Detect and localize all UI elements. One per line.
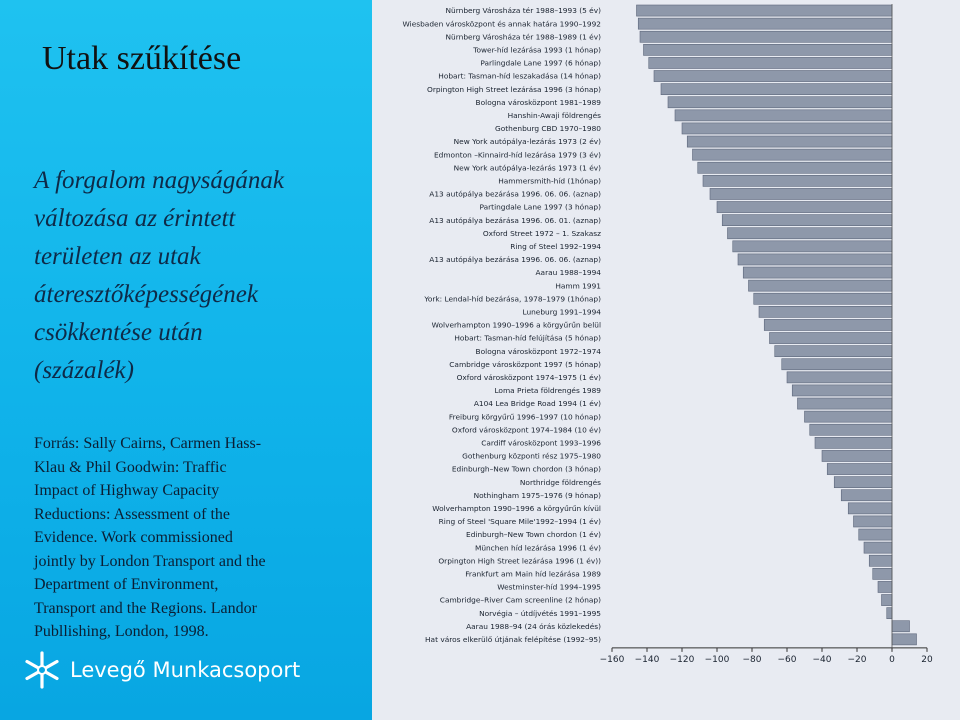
bar — [682, 123, 892, 134]
source-line: Department of Environment, — [34, 576, 219, 593]
category-label: Cambridge városközpont 1997 (5 hónap) — [449, 359, 601, 369]
category-label: Luneburg 1991–1994 — [522, 307, 601, 317]
category-label: Northridge földrengés — [519, 477, 601, 487]
category-label: München híd lezárása 1996 (1 év) — [474, 543, 601, 553]
category-label: Ring of Steel 'Square Mile'1992–1994 (1 év) — [438, 517, 601, 527]
bar-chart — [372, 0, 960, 720]
category-label: Hamm 1991 — [555, 281, 601, 291]
slide-title: Utak szűkítése — [42, 40, 242, 77]
source-line: Evidence. Work commissioned — [34, 529, 233, 546]
category-label: Gothenburg CBD 1970–1980 — [495, 124, 601, 134]
category-label: York: Lendal-híd bezárása, 1978–1979 (1hónap) — [424, 294, 601, 304]
bar — [841, 490, 892, 501]
category-label: Partingdale Lane 1997 (3 hónap) — [479, 202, 601, 212]
bar — [787, 372, 892, 383]
category-label: A13 autópálya bezárása 1996. 06. 06. (aznap) — [429, 255, 601, 265]
category-label: Hobart: Tasman-híd leszakadása (14 hónap) — [438, 71, 601, 81]
category-label: Bologna városközpont 1981–1989 — [475, 97, 601, 107]
category-label: Edinburgh–New Town chordon (3 hónap) — [451, 464, 601, 474]
bar — [792, 385, 892, 396]
bar — [743, 267, 892, 278]
bar — [717, 202, 892, 213]
source-line: Reductions: Assessment of the — [34, 505, 230, 523]
category-label: Aarau 1988–94 (24 órás közlekedés) — [466, 621, 601, 631]
bar — [815, 437, 892, 448]
bar — [661, 84, 892, 95]
category-label: Nürnberg Városháza tér 1988–1989 (1 év) — [445, 32, 601, 42]
x-tick-label: −80 — [742, 654, 762, 665]
category-label: Westminster-híd 1994–1995 — [497, 582, 601, 592]
bar — [878, 581, 892, 592]
category-label: A13 autópálya bezárása 1996. 06. 01. (aznap) — [429, 215, 601, 225]
category-label: New York autópálya-lezárás 1973 (2 év) — [453, 137, 601, 147]
category-label: Wiesbaden városközpont és annak határa 1990–1992 — [402, 19, 601, 29]
category-label: A13 autópálya bezárása 1996. 06. 06. (aznap) — [429, 189, 601, 199]
category-label: Parlingdale Lane 1997 (6 hónap) — [480, 58, 601, 68]
category-label: Hanshin-Awaji földrengés — [507, 110, 601, 120]
bar — [854, 516, 893, 527]
subtitle-line: csökkentése után — [34, 319, 203, 346]
bar — [638, 18, 892, 29]
subtitle-line: áteresztőképességének — [34, 281, 258, 308]
bar — [654, 71, 892, 82]
bar — [759, 306, 892, 317]
bar — [892, 621, 910, 632]
category-label: Hammersmith-híd (1hónap) — [498, 176, 601, 186]
logo-text: Levegő Munkacsoport — [70, 658, 301, 682]
bar — [810, 424, 892, 435]
x-tick-label: −20 — [847, 654, 867, 665]
category-label: Ring of Steel 1992–1994 — [510, 241, 601, 251]
category-label: A104 Lea Bridge Road 1994 (1 év) — [473, 399, 601, 409]
category-label: Oxford Street 1972 – 1. Szakasz — [482, 228, 601, 238]
bar — [775, 346, 892, 357]
category-label: Edinburgh–New Town chordon (1 év) — [466, 530, 601, 540]
category-label: Cardiff városközpont 1993–1996 — [481, 438, 601, 448]
chart-panel — [372, 0, 960, 720]
bar — [848, 503, 892, 514]
bar — [668, 97, 892, 108]
source-line: Publlishing, London, 1998. — [34, 623, 209, 640]
category-label: Wolverhampton 1990–1996 a körgyűrűn belül — [431, 320, 601, 330]
bar — [798, 398, 893, 409]
bar — [770, 333, 893, 344]
bar — [728, 228, 893, 239]
bar — [644, 44, 893, 55]
bar — [805, 411, 893, 422]
x-tick-label: 0 — [889, 654, 895, 665]
bar — [698, 162, 892, 173]
bar — [749, 280, 893, 291]
category-label: Hat város elkerülő útjának felépítése (1992–95) — [424, 634, 601, 644]
bar — [892, 634, 917, 645]
category-label: Edmonton –Kinnaird-híd lezárása 1979 (3 év) — [433, 150, 601, 160]
subtitle-line: A forgalom nagyságának — [34, 167, 284, 194]
x-tick-label: −100 — [704, 654, 730, 665]
bar — [733, 241, 892, 252]
category-label: Bologna városközpont 1972–1974 — [475, 346, 601, 356]
x-tick-label: −40 — [812, 654, 832, 665]
subtitle-line: területen az utak — [34, 243, 201, 270]
subtitle-line: (százalék) — [34, 357, 134, 384]
bar — [873, 568, 892, 579]
category-label: Cambridge–River Cam screenline (2 hónap) — [439, 595, 601, 605]
bar — [859, 529, 892, 540]
snowflake-icon — [22, 650, 62, 690]
bar — [822, 450, 892, 461]
bar — [710, 188, 892, 199]
category-label: Aarau 1988–1994 — [535, 268, 601, 278]
category-label: Orpington High Street lezárása 1996 (3 hónap) — [427, 84, 601, 94]
category-label: New York autópálya-lezárás 1973 (1 év) — [453, 163, 601, 173]
subtitle-line: változása az érintett — [34, 205, 236, 232]
bar — [834, 477, 892, 488]
category-label: Loma Prieta földrengés 1989 — [494, 386, 601, 396]
bar — [693, 149, 893, 160]
bar — [764, 319, 892, 330]
logo — [22, 650, 300, 690]
category-label: Norvégia – útdíjvétés 1991–1995 — [479, 608, 601, 618]
category-label: Hobart: Tasman-híd felújítása (5 hónap) — [454, 333, 601, 343]
bar — [687, 136, 892, 147]
category-label: Frankfurt am Main híd lezárása 1989 — [465, 569, 601, 579]
x-tick-label: 20 — [921, 654, 933, 665]
bar — [864, 542, 892, 553]
category-label: Oxford városközpont 1974–1984 (10 év) — [451, 425, 601, 435]
source-citation — [34, 432, 334, 644]
bar — [869, 555, 892, 566]
source-line: jointly by London Transport and the — [34, 552, 266, 570]
category-label: Gothenburg központi rész 1975–1980 — [462, 451, 601, 461]
x-tick-label: −120 — [669, 654, 695, 665]
source-line: Impact of Highway Capacity — [34, 482, 220, 499]
x-tick-label: −160 — [599, 654, 625, 665]
bar — [649, 57, 892, 68]
bar — [640, 31, 892, 42]
bar — [827, 464, 892, 475]
bar — [738, 254, 892, 265]
bar — [887, 608, 892, 619]
category-label: Oxford városközpont 1974–1975 (1 év) — [456, 372, 601, 382]
source-line: Klau & Phil Goodwin: Traffic — [34, 458, 227, 476]
category-label: Wolverhampton 1990–1996 a körgyűrűn kívül — [432, 503, 601, 513]
bar — [637, 5, 893, 16]
category-label: Nothingham 1975–1976 (9 hónap) — [473, 490, 601, 500]
x-tick-label: −60 — [777, 654, 797, 665]
category-label: Freiburg körgyűrű 1996–1997 (10 hónap) — [448, 412, 601, 422]
subtitle — [34, 162, 374, 390]
category-label: Nürnberg Városháza tér 1988–1993 (5 év) — [445, 6, 601, 16]
category-label: Tower-híd lezárása 1993 (1 hónap) — [473, 45, 601, 55]
bar — [703, 175, 892, 186]
source-line: Forrás: Sally Cairns, Carmen Hass- — [34, 435, 262, 452]
bar — [722, 215, 892, 226]
bar — [675, 110, 892, 121]
category-label: Orpington High Street lezárása 1996 (1 év)) — [438, 556, 601, 566]
source-line: Transport and the Regions. Landor — [34, 599, 257, 617]
bar — [754, 293, 892, 304]
bar — [782, 359, 892, 370]
x-tick-label: −140 — [634, 654, 660, 665]
bar — [882, 595, 893, 606]
